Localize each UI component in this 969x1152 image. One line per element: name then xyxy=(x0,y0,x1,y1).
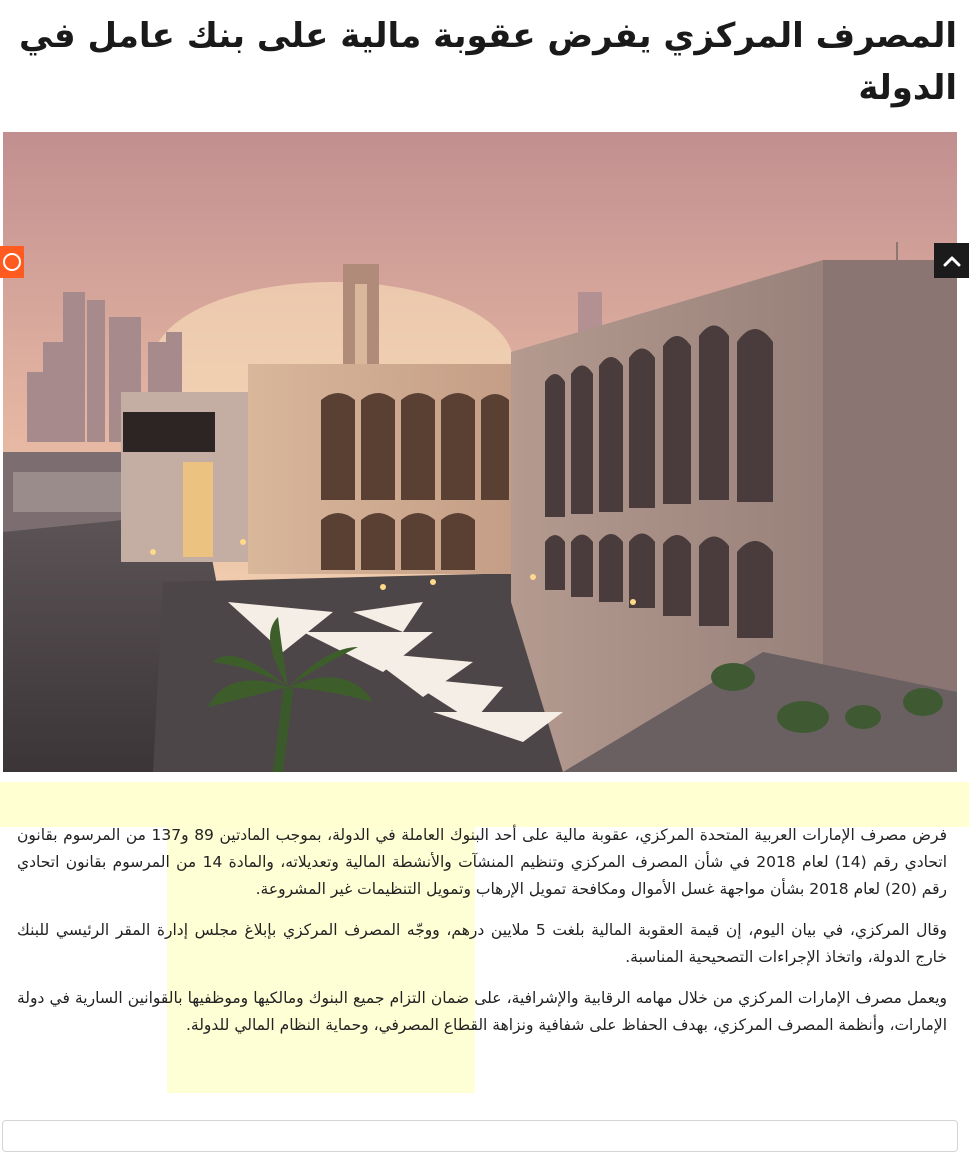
scroll-top-button[interactable] xyxy=(934,243,969,278)
article-title: المصرف المركزي يفرض عقوبة مالية على بنك عامل في الدولة xyxy=(19,16,957,108)
article-paragraph: وقال المركزي، في بيان اليوم، إن قيمة العقوبة المالية بلغت 5 ملايين درهم، ووجّه المصرف المركزي بإبلاغ مجلس إدارة المقر الرئيسي للبنك خارج الدولة، واتخاذ الإجراءات التصحيحية المناسبة. xyxy=(17,921,947,966)
article-body xyxy=(17,822,947,1053)
highlight-band xyxy=(0,782,969,827)
chevron-up-icon xyxy=(943,255,961,267)
bottom-card xyxy=(2,1120,958,1152)
article-paragraph: ويعمل مصرف الإمارات المركزي من خلال مهامه الرقابية والإشرافية، على ضمان التزام جميع البنوك ومالكيها وموظفيها بالقوانين السارية في دولة الإمارات، وأنظمة المصرف المركزي، بهدف الحفاظ على شفافية ونزاهة القطاع المصرفي، وحماية النظام المالي للدولة. xyxy=(17,989,947,1034)
circle-icon[interactable] xyxy=(0,246,24,278)
hero-image xyxy=(3,132,957,772)
article-paragraph: فرض مصرف الإمارات العربية المتحدة المركزي، عقوبة مالية على أحد البنوك العاملة في الدولة، بموجب المادتين 89 و137 من المرسوم بقانون اتحادي رقم (14) لعام 2018 في شأن المصرف المركزي وتنظيم المنشآت والأنشطة المالية وتعديلاته، والمادة 14 من المرسوم بقانون اتحادي رقم (20) لعام 2018 بشأن مواجهة غسل الأموال ومكافحة تمويل الإرهاب وتمويل التنظيمات غير المشروعة. xyxy=(17,826,947,898)
